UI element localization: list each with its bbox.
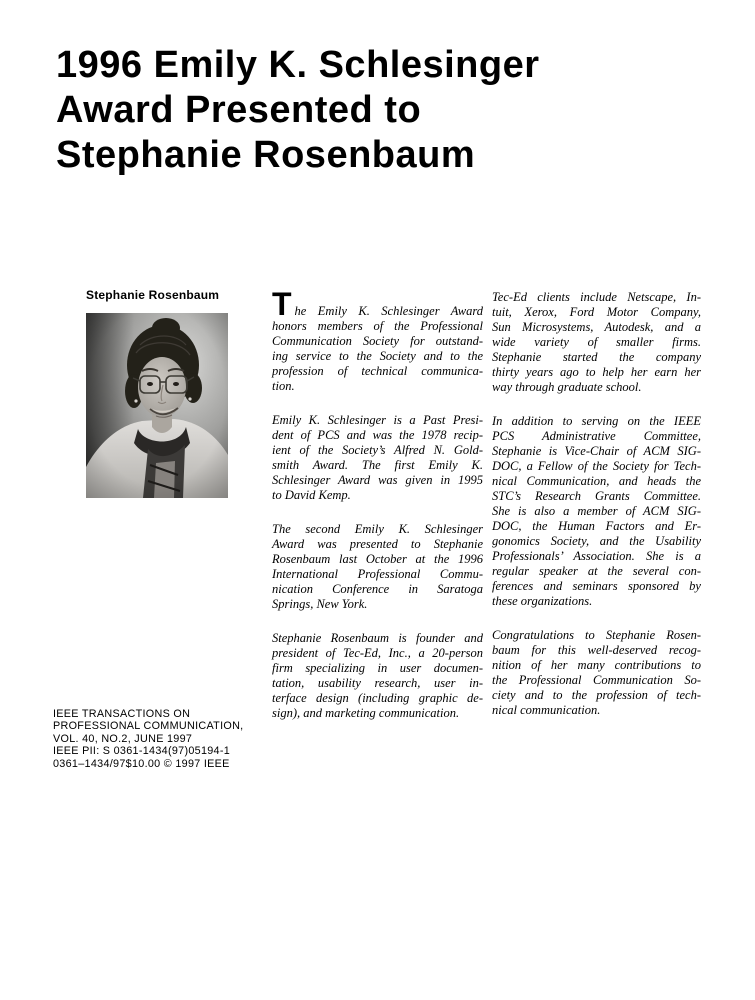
paragraph-teced-clients bbox=[492, 290, 701, 395]
text-line: gonomics Society, and the Usability bbox=[492, 534, 701, 548]
text-line: 1996 Emily K. Schlesinger bbox=[56, 44, 540, 86]
text-line: Award Presented to bbox=[56, 89, 422, 131]
text-line: Award was presented to Stephanie bbox=[272, 537, 483, 551]
paragraph-intro bbox=[272, 286, 483, 394]
text-line: Emily K. Schlesinger is a Past Presi- bbox=[272, 413, 483, 427]
text-line: International Professional Commu- bbox=[272, 567, 483, 581]
text-line: Professionals’ Association. She is a bbox=[492, 549, 701, 563]
text-line: Stephanie Rosenbaum is founder and bbox=[272, 631, 483, 645]
text-line: ing service to the Society and to the bbox=[272, 349, 483, 363]
dropcap-letter: T bbox=[272, 286, 292, 322]
journal-info bbox=[53, 708, 243, 770]
text-line: DOC, the Human Factors and Er- bbox=[492, 519, 701, 533]
paragraph-rosenbaum-teced bbox=[272, 631, 483, 721]
text-line: PCS Administrative Committee, bbox=[492, 429, 701, 443]
text-line: honors members of the Professional bbox=[272, 319, 483, 333]
text-line: Rosenbaum last October at the 1996 bbox=[272, 552, 483, 566]
text-line: ient of the Society’s Alfred N. Gold- bbox=[272, 443, 483, 457]
text-line: tion. bbox=[272, 379, 295, 393]
text-line: the Professional Communication So- bbox=[492, 673, 701, 687]
text-line: dent of PCS and was the 1978 recip- bbox=[272, 428, 483, 442]
text-line: nition of her many contributions to bbox=[492, 658, 701, 672]
text-line: nical communication. bbox=[492, 703, 601, 717]
text-line: profession of technical communica- bbox=[272, 364, 483, 378]
text-line: baum for this well-deserved recog- bbox=[492, 643, 701, 657]
text-line: thirty years ago to help her earn her bbox=[492, 365, 701, 379]
text-line: Communication Society for outstand- bbox=[272, 334, 483, 348]
text-line: Stephanie is Vice-Chair of ACM SIG- bbox=[492, 444, 701, 458]
paragraph-second-award bbox=[272, 522, 483, 612]
article-title bbox=[56, 43, 540, 178]
text-line: The second Emily K. Schlesinger bbox=[272, 522, 483, 536]
paragraph-schlesinger-history bbox=[272, 413, 483, 503]
text-line: IEEE PII: S 0361-1434(97)05194-1 bbox=[53, 745, 231, 758]
text-line: DOC, a Fellow of the Society for Tech- bbox=[492, 459, 701, 473]
text-line: Tec-Ed clients include Netscape, In- bbox=[492, 290, 701, 304]
text-line: sign), and marketing communication. bbox=[272, 706, 460, 720]
text-line: these organizations. bbox=[492, 594, 593, 608]
text-line: way through graduate school. bbox=[492, 380, 642, 394]
text-line: 0361–1434/97$10.00 © 1997 IEEE bbox=[53, 757, 230, 770]
text-line: Schlesinger Award was given in 1995 bbox=[272, 473, 483, 487]
text-line: STC’s Research Grants Committee. bbox=[492, 489, 701, 503]
text-line: ciety and to the profession of tech- bbox=[492, 688, 701, 702]
text-line: The Emily K. Schlesinger Award bbox=[272, 286, 483, 322]
text-line: Stephanie started the company bbox=[492, 350, 701, 364]
text-line: Stephanie Rosenbaum bbox=[56, 134, 476, 176]
text-line: IEEE TRANSACTIONS ON bbox=[53, 708, 191, 720]
text-line: terface design (including graphic de- bbox=[272, 691, 483, 705]
text-line: ferences and seminars sponsored by bbox=[492, 579, 701, 593]
text-line: tuit, Xerox, Ford Motor Company, bbox=[492, 305, 701, 319]
text-line: VOL. 40, NO.2, JUNE 1997 bbox=[53, 732, 193, 745]
text-column-left bbox=[272, 286, 483, 740]
text-line: PROFESSIONAL COMMUNICATION, bbox=[53, 720, 244, 733]
text-line: regular speaker at the several con- bbox=[492, 564, 701, 578]
paragraph-memberships bbox=[492, 414, 701, 609]
text-line: She is also a member of ACM SIG- bbox=[492, 504, 701, 518]
text-line: Springs, New York. bbox=[272, 597, 368, 611]
text-line: nical Communication, and heads the bbox=[492, 474, 701, 488]
text-line: tation, usability research, user in- bbox=[272, 676, 483, 690]
text-line: Sun Microsystems, Autodesk, and a bbox=[492, 320, 701, 334]
text-column-right bbox=[492, 290, 701, 737]
text-line: smith Award. The first Emily K. bbox=[272, 458, 483, 472]
photo-caption: Stephanie Rosenbaum bbox=[86, 288, 220, 302]
text-line: to David Kemp. bbox=[272, 488, 351, 502]
text-line: firm specializing in user documen- bbox=[272, 661, 483, 675]
text-line: nication Conference in Saratoga bbox=[272, 582, 483, 596]
text-line: Congratulations to Stephanie Rosen- bbox=[492, 628, 701, 642]
paragraph-congratulations bbox=[492, 628, 701, 718]
text-line: In addition to serving on the IEEE bbox=[492, 414, 701, 428]
portrait-photo bbox=[86, 313, 228, 498]
text-line: wide variety of smaller firms. bbox=[492, 335, 701, 349]
text-line: president of Tec-Ed, Inc., a 20-person bbox=[272, 646, 483, 660]
